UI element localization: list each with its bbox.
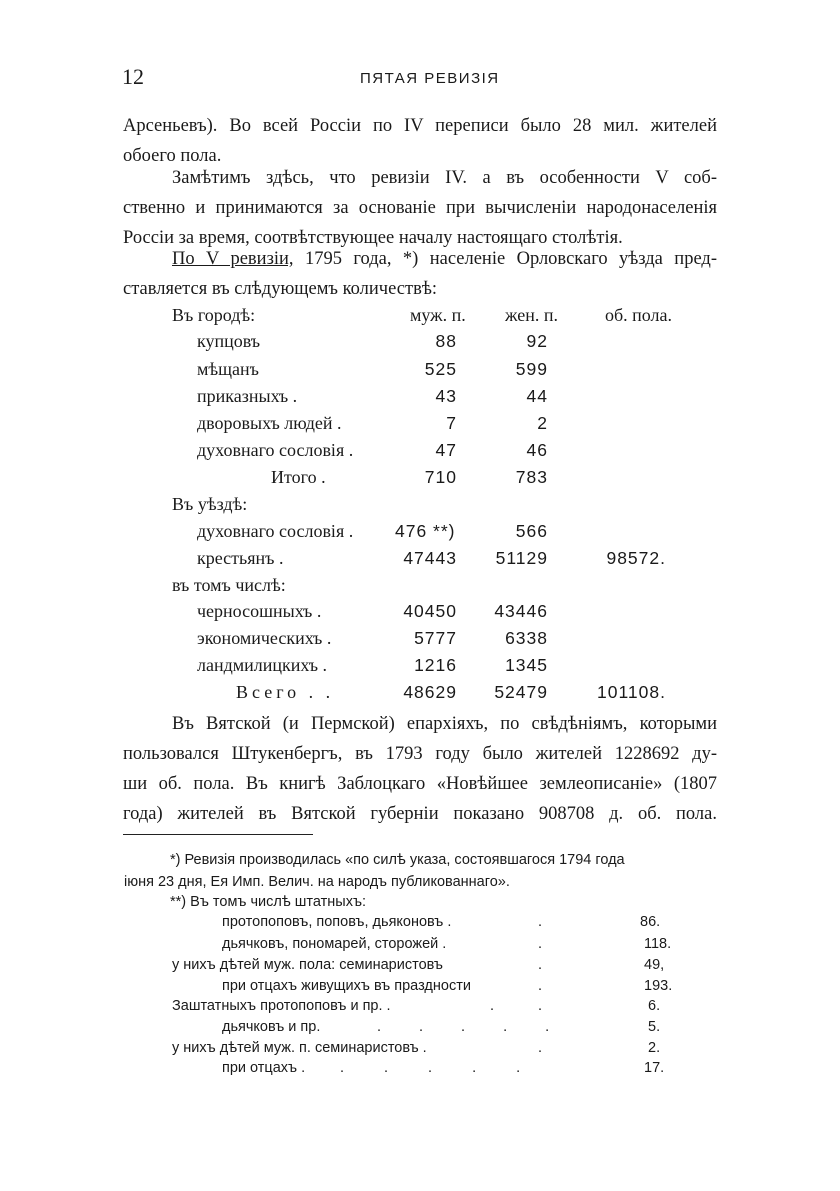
footnote-row-label: при отцахъ . (222, 1060, 306, 1076)
dot-leader: . (538, 914, 543, 930)
footnote-row-value: 5. (648, 1019, 661, 1035)
paragraph-3 (123, 244, 717, 304)
paragraph-2-line-2: ственно и принимаются за основаніе при вычисленіи народонаселенія (123, 198, 717, 218)
male-header: муж. п. (410, 305, 466, 325)
underlined-phrase: По V ревизіи, (172, 249, 294, 269)
row-male: 5777 (414, 628, 457, 648)
footnote-row-label: дьячковъ и пр. (222, 1019, 321, 1035)
row-male: 40450 (403, 601, 457, 621)
county-header: Въ уѣздѣ: (172, 494, 248, 514)
row-label: ландмилицкихъ . (197, 655, 328, 675)
row-female: 566 (515, 521, 548, 541)
paragraph-1-line-1: Арсеньевъ). Во всей Россіи по IV переписи было 28 мил. жителей (123, 116, 717, 136)
row-both: 98572. (606, 548, 666, 568)
row-label: духовнаго сословія . (197, 521, 354, 541)
row-female: 51129 (495, 548, 548, 568)
grand-total-both: 101108. (597, 682, 666, 702)
paragraph-2-line-3: Россіи за время, соотвѣтствующее началу настоящаго столѣтія. (123, 228, 623, 248)
paragraph-4-line-1: Въ Вятской (и Пермской) епархіяхъ, по свѣдѣніямъ, которыми (172, 714, 717, 734)
both-header: об. пола. (605, 305, 673, 325)
footnote-row-value: 2. (648, 1040, 661, 1056)
including-header: въ томъ числѣ: (172, 575, 286, 595)
page-number: 12 (122, 64, 144, 89)
row-female: 2 (537, 413, 548, 433)
city-header: Въ городѣ: (172, 305, 256, 325)
row-female: 599 (515, 359, 548, 379)
footnote-row-value: 17. (644, 1060, 665, 1076)
row-male: 1216 (414, 655, 457, 675)
dot-leader: . (538, 936, 543, 952)
dot-leader: . (538, 998, 543, 1014)
paragraph-2-line-1: Замѣтимъ здѣсь, что ревизіи IV. а въ особенности V соб- (172, 168, 717, 188)
row-label: духовнаго сословія . (197, 440, 354, 460)
row-male: 525 (424, 359, 457, 379)
row-female: 6338 (505, 628, 548, 648)
city-total-label: Итого . (271, 467, 326, 487)
footnote-1-line-2: іюня 23 дня, Ея Имп. Велич. на народъ публикованнаго». (124, 874, 510, 890)
city-total-female: 783 (515, 467, 548, 487)
footnote-row-value: 49, (644, 957, 665, 973)
female-header: жен. п. (505, 305, 558, 325)
footnote-row-value: 118. (644, 936, 672, 952)
footnote-row-value: 86. (640, 914, 661, 930)
row-female: 44 (526, 386, 548, 406)
row-label: черносошныхъ . (197, 601, 322, 621)
dot-leader: . (490, 998, 495, 1014)
footnote-row-value: 6. (648, 998, 661, 1014)
row-label: дворовыхъ людей . (197, 413, 342, 433)
footnote-row-label: дьячковъ, пономарей, сторожей . (222, 936, 447, 952)
paragraph-3-line-2: ставляется въ слѣдующемъ количествѣ: (123, 279, 438, 299)
paragraph-1-line-2: обоего пола. (123, 146, 222, 166)
row-male: 43 (435, 386, 457, 406)
paragraph-4-line-3: ши об. пола. Въ книгѣ Заблоцкаго «Новѣйшее землеописаніе» (1807 (123, 774, 717, 794)
paragraph-1 (123, 111, 717, 171)
dot-leader: . (538, 957, 543, 973)
paragraph-3-line-1-rest: 1795 года, *) населеніе Орловскаго уѣзда пред- (293, 249, 717, 269)
row-female: 92 (526, 331, 548, 351)
row-male: 7 (446, 413, 457, 433)
dot-leader: . (538, 1040, 543, 1056)
city-total-male: 710 (424, 467, 457, 487)
dot-leader: ..... (377, 1019, 588, 1035)
row-male: 88 (435, 331, 457, 351)
paragraph-4 (123, 709, 717, 829)
dot-leader: ..... (340, 1060, 561, 1076)
row-label: приказныхъ . (197, 386, 298, 406)
footnote-row-value: 193. (644, 978, 673, 994)
row-male: 47 (435, 440, 457, 460)
grand-total-female: 52479 (494, 682, 548, 702)
paragraph-3-line-1 (123, 244, 717, 274)
row-female: 1345 (505, 655, 548, 675)
row-male: 476 **) (395, 521, 456, 541)
running-title: ПЯТАЯ РЕВИЗІЯ (360, 70, 500, 87)
footnote-row-label: у нихъ дѣтей муж. п. семинаристовъ . (172, 1040, 427, 1056)
paragraph-2 (123, 163, 717, 253)
row-label: мѣщанъ (197, 359, 259, 379)
paragraph-4-line-4: года) жителей въ Вятской губерніи показано 908708 д. об. пола. (123, 804, 717, 824)
row-label: купцовъ (197, 331, 261, 351)
dot-leader: . (538, 978, 543, 994)
grand-total-label: Всего . . (236, 682, 335, 702)
footnote-row-label: Заштатныхъ протопоповъ и пр. . (172, 998, 391, 1014)
footnote-row-label: у нихъ дѣтей муж. пола: семинаристовъ (172, 957, 443, 973)
row-label: крестьянъ . (197, 548, 284, 568)
row-male: 47443 (403, 548, 457, 568)
footnote-1-line-1: *) Ревизія производилась «по силѣ указа, состоявшагося 1794 года (170, 852, 625, 868)
footnote-rule (123, 834, 313, 835)
row-label: экономическихъ . (197, 628, 332, 648)
row-female: 46 (526, 440, 548, 460)
row-female: 43446 (494, 601, 548, 621)
grand-total-male: 48629 (403, 682, 457, 702)
footnote-row-label: при отцахъ живущихъ въ праздности (222, 978, 471, 994)
footnote-2-header: **) Въ томъ числѣ штатныхъ: (170, 894, 367, 910)
footnote-row-label: протопоповъ, поповъ, дьяконовъ . (222, 914, 452, 930)
paragraph-4-line-2: пользовался Штукенбергъ, въ 1793 году было жителей 1228692 ду- (123, 744, 717, 764)
